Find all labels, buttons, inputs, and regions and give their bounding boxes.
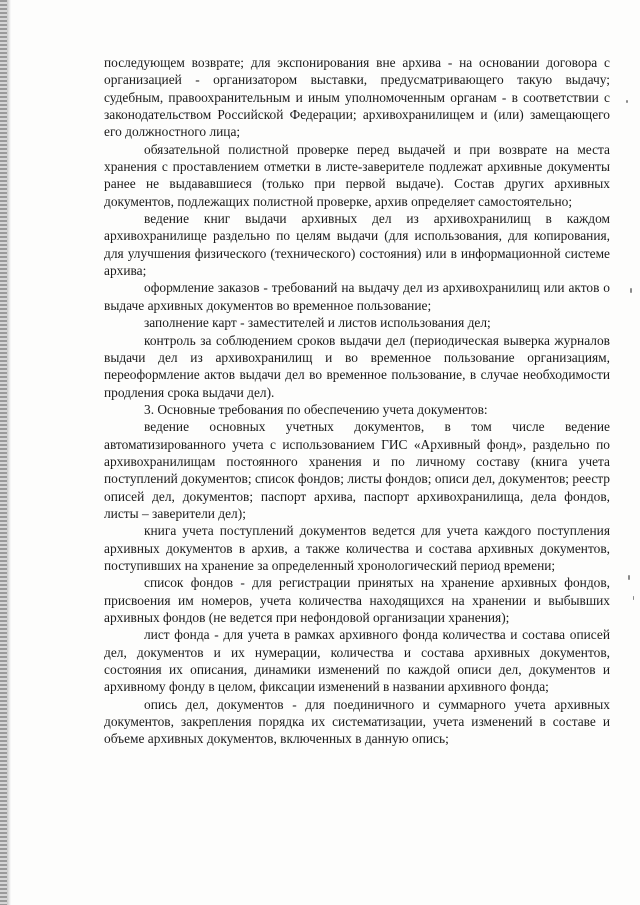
paragraph: книга учета поступлений документов ведется для учета каждого поступления архивных документов в архив, а также количества и состава архивных документов, поступивших на хранение за определенный хронологический период времени; [104, 523, 610, 573]
paragraph: оформление заказов - требований на выдачу дел из архивохранилищ или актов о выдаче архивных документов во временное пользование; [104, 280, 610, 313]
document-body [104, 54, 610, 748]
paragraph-continuation: последующем возврате; для экспонирования вне архива - на основании договора с организацией - организатором выставки, предусматривающего такую выдачу; судебным, правоохранительным и иным уполномоченным органам - в соответствии с законодательством Российской Федерации; архивохранилищем и (или) замещающего его должностного лица; [104, 55, 610, 140]
scan-speck [630, 288, 632, 293]
paragraph: ведение основных учетных документов, в том числе ведение автоматизированного учета с использованием ГИС «Архивный фонд», раздельно по архивохранилищам постоянного хранения и по личному составу (книга учета поступлений документов; список фондов; листы фондов; описи дел, документов; реестр описей дел, документов; паспорт архива, паспорт архивохранилища, дела фондов, листы – заверители дел); [104, 419, 610, 521]
scan-speck [626, 100, 628, 103]
paragraph: ведение книг выдачи архивных дел из архивохранилищ в каждом архивохранилище раздельно по целям выдачи (для использования, для копирования, для улучшения физического (технического) состояния) или в информационной системе архива; [104, 211, 610, 279]
paragraph: контроль за соблюдением сроков выдачи дел (периодическая выверка журналов выдачи дел из архивохранилищ и во временное пользование организациям, переоформление актов выдачи дел во временное пользование, в случае необходимости продления срока выдачи дел). [104, 332, 610, 400]
scan-edge-shadow [7, 0, 11, 905]
scan-speck [633, 596, 634, 600]
paragraph: опись дел, документов - для поединичного и суммарного учета архивных документов, закрепления порядка их систематизации, учета изменений в составе и объеме архивных документов, включенных в данную опись; [104, 696, 610, 747]
paragraph: лист фонда - для учета в рамках архивного фонда количества и состава описей дел, документов и их нумерации, количества и состава архивных документов, состояния их описания, динамики изменений по каждой описи дел, документов и архивному фонду в целом, фиксации изменений в названии архивного фонда; [104, 627, 610, 695]
paragraph: заполнение карт - заместителей и листов использования дел; [144, 315, 491, 331]
scan-edge-left [0, 0, 7, 905]
section-heading: 3. Основные требования по обеспечению учета документов: [144, 401, 488, 417]
paragraph: обязательной полистной проверке перед выдачей и при возврате на места хранения с проставлением отметки в листе-заверителе подлежат архивные документы ранее не выдававшиеся (только при первой выдаче). Состав других архивных документов, подлежащих полистной проверке, архив определяет самостоятельно; [104, 141, 610, 209]
scan-speck [628, 575, 630, 580]
paragraph: список фондов - для регистрации принятых на хранение архивных фондов, присвоения им номеров, учета количества находящихся на хранении и выбывших архивных фондов (не ведется при нефондовой организации хранения); [104, 575, 610, 625]
